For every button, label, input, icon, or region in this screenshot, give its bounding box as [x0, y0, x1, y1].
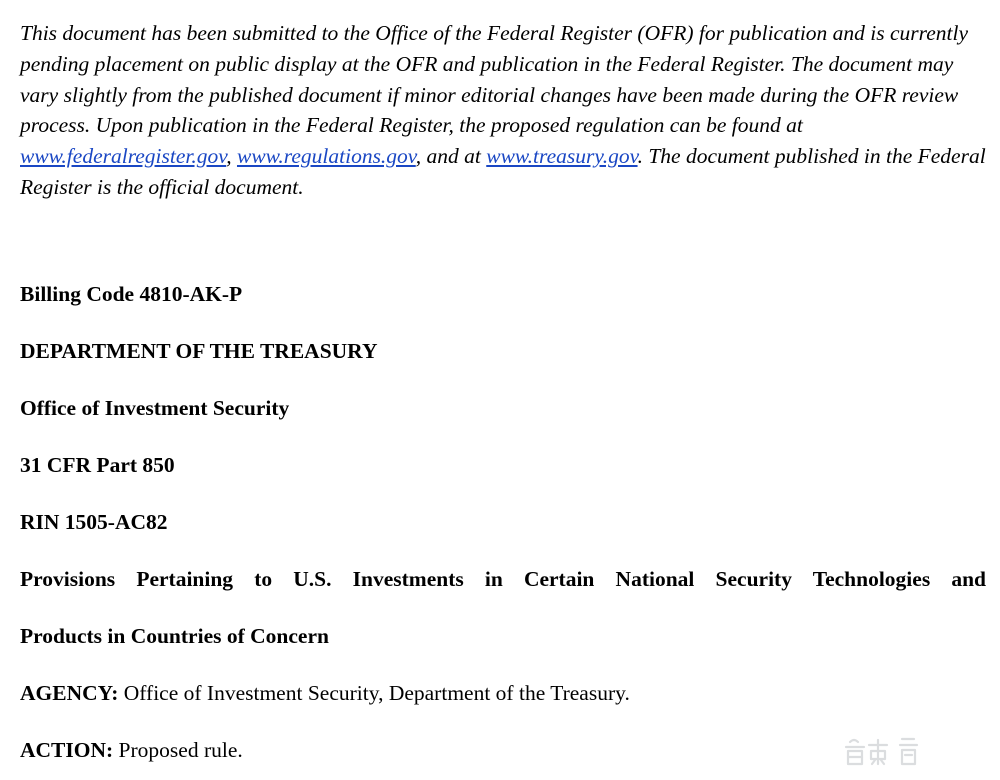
- federalregister-link[interactable]: www.federalregister.gov: [20, 144, 227, 169]
- action-value: Proposed rule.: [113, 738, 243, 762]
- action-field: [20, 736, 243, 764]
- notice-separator-2: , and at: [415, 144, 487, 169]
- agency-field: [20, 679, 630, 707]
- rule-title-line-2: Products in Countries of Concern: [20, 624, 329, 648]
- notice-text-intro: This document has been submitted to the Office of the Federal Register (OFR) for publication and is currently pending placement on public display at the OFR and publication in the Federal Register. The document may vary slightly from the published document if minor editorial changes have been made during the OFR review process. Upon publication in the Federal Register, the proposed regulation can be found at: [20, 21, 969, 138]
- agency-label: AGENCY:: [20, 681, 119, 705]
- treasury-link[interactable]: www.treasury.gov: [486, 144, 638, 169]
- agency-value: Office of Investment Security, Department of the Treasury.: [118, 681, 630, 705]
- watermark-logo: [842, 734, 982, 768]
- cfr-part: 31 CFR Part 850: [20, 453, 175, 477]
- notice-text-outro: . The document published in the Federal Register is the official document.: [20, 144, 986, 199]
- office-heading: Office of Investment Security: [20, 396, 290, 420]
- notice-separator-1: ,: [226, 144, 237, 169]
- rin-number: RIN 1505-AC82: [20, 510, 168, 534]
- regulations-link[interactable]: www.regulations.gov: [236, 144, 416, 169]
- department-heading: DEPARTMENT OF THE TREASURY: [20, 339, 378, 363]
- billing-code: Billing Code 4810-AK-P: [20, 282, 243, 306]
- publication-notice: [20, 18, 995, 203]
- rule-title-line-1: Provisions Pertaining to U.S. Investments in Certain National Security Technologies and: [20, 567, 986, 591]
- action-label: ACTION:: [20, 738, 114, 762]
